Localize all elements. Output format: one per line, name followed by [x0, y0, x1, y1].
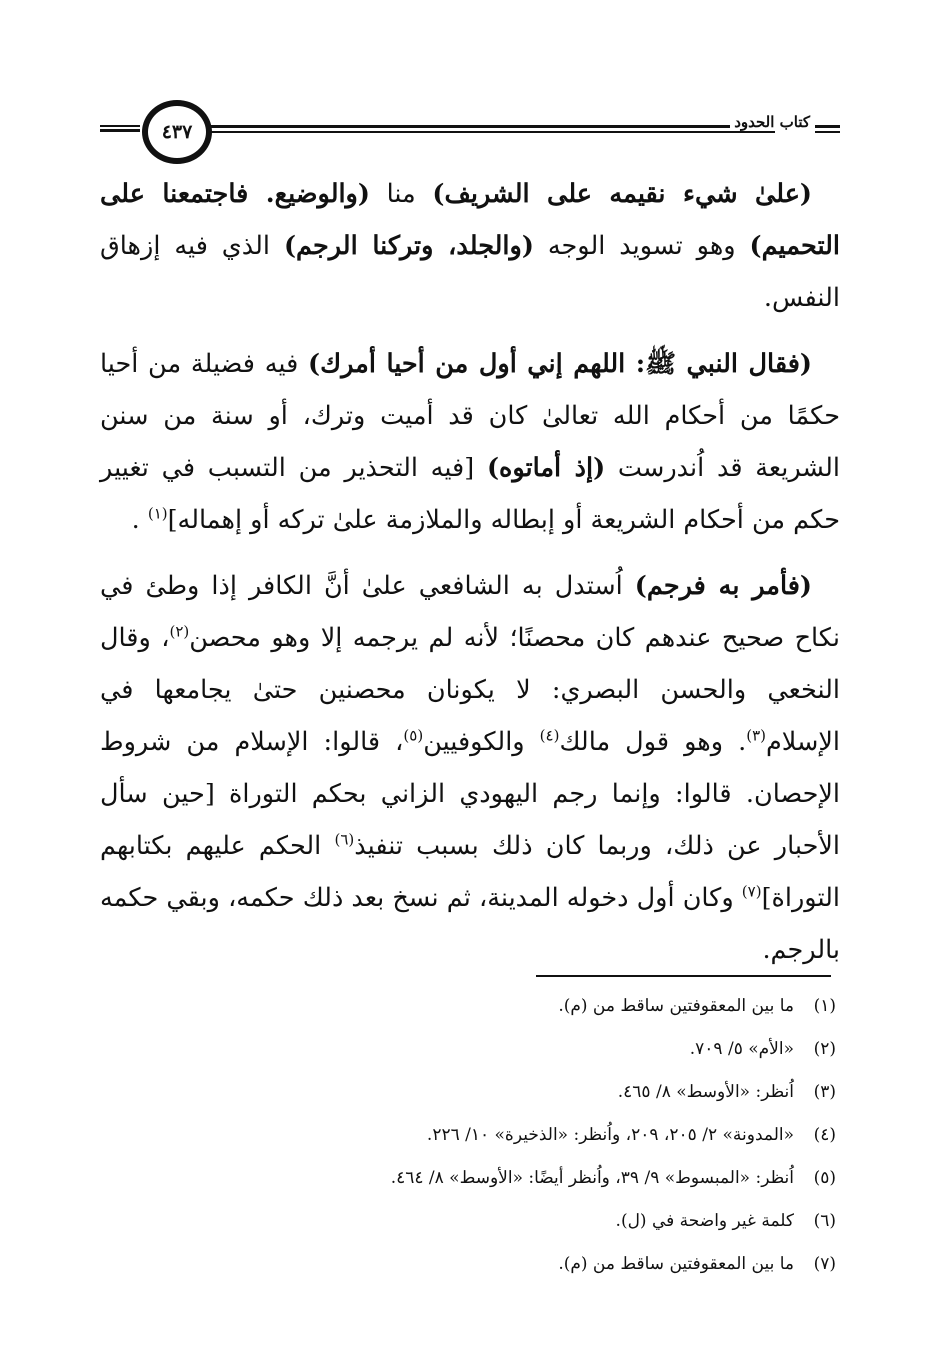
footnote-number: (٣) — [813, 1082, 836, 1102]
footnote-separator — [536, 975, 831, 977]
text-run: والكوفيين — [423, 727, 540, 757]
header-rule — [210, 125, 775, 128]
footnote-ref: (٧) — [741, 882, 762, 901]
footnote — [136, 1157, 836, 1200]
text-run: وهو تسويد الوجه — [533, 231, 750, 261]
text-run: . — [131, 505, 148, 535]
footnote-number: (٤) — [813, 1125, 836, 1145]
footnote-ref: (١) — [147, 504, 168, 523]
footnote-ref: (٤) — [539, 726, 560, 745]
text-run: ، قالوا: الإسلام من شروط الإحصان. قالوا: وإنما رجم اليهودي الزاني بحكم التوراة [حين سأل الأحبار عن ذلك، وربما كان ذلك بسبب تنفيذ — [100, 727, 840, 861]
footnote-text: «المدونة» ٢/ ٢٠٥، ٢٠٩، واُنظر: «الذخيرة» ١٠/ ٢٢٦. — [426, 1125, 794, 1145]
footnote — [136, 985, 836, 1028]
footnote — [136, 1071, 836, 1114]
footnote-text: اُنظر: «المبسوط» ٩/ ٣٩، واُنظر أيضًا: «الأوسط» ٨/ ٤٦٤. — [390, 1168, 794, 1188]
bold-text: (فقال النبي ﷺ: اللهم إني أول من أحيا أمرك) — [308, 349, 812, 379]
bold-text: (علىٰ شيء نقيمه على الشريف) — [432, 179, 812, 209]
footnote-text: ما بين المعقوفتين ساقط من (م). — [558, 996, 794, 1016]
footnotes — [136, 985, 836, 1286]
text-run: الذي فيه إزهاق النفس. — [100, 231, 840, 313]
bold-text: (إذ أماتوه) — [486, 453, 606, 483]
paragraph — [100, 338, 840, 546]
text-run: اُستدل به الشافعي علىٰ أنَّ الكافر إذا وطئ في نكاح صحيح عندهم كان محصنًا؛ لأنه لم يرجمه إلا وهو محصن — [100, 571, 840, 653]
paragraph — [100, 560, 840, 976]
footnote — [136, 1200, 836, 1243]
text-run: [فيه التحذير من التسبب في تغيير حكم من أحكام الشريعة أو إبطاله والملازمة علىٰ تركه أو إهماله] — [100, 453, 840, 535]
bold-text: (والجلد، وتركنا الرجم) — [283, 231, 534, 261]
footnote — [136, 1243, 836, 1286]
page-header — [100, 95, 840, 175]
page-number: ٤٣٧ — [142, 100, 212, 164]
text-run: وكان أول دخوله المدينة، ثم نسخ بعد ذلك حكمه، وبقي حكمه بالرجم. — [100, 883, 840, 965]
footnote — [136, 1114, 836, 1157]
footnote-number: (١) — [813, 996, 836, 1016]
bold-text: (والوضيع. فاجتمعنا على التحميم) — [100, 179, 840, 261]
header-rule-left-thin — [100, 125, 140, 127]
footnote-ref: (٦) — [334, 830, 355, 849]
header-rule-thin — [210, 131, 775, 133]
main-text — [100, 168, 840, 990]
text-run: منا — [369, 179, 433, 209]
footnote-text: اُنظر: «الأوسط» ٨/ ٤٦٥. — [617, 1082, 794, 1102]
text-run: . وهو قول مالك — [559, 727, 747, 757]
text-run: ، وقال النخعي والحسن البصري: لا يكونان محصنين حتىٰ يجامعها في الإسلام — [100, 623, 840, 757]
header-rule-left — [100, 129, 140, 132]
footnote-number: (٦) — [813, 1211, 836, 1231]
footnote-text: «الأم» ٥/ ٧٠٩. — [689, 1039, 794, 1059]
chapter-title: كتاب الحدود — [730, 113, 810, 131]
footnote-number: (٥) — [813, 1168, 836, 1188]
footnote — [136, 1028, 836, 1071]
footnote-number: (٢) — [813, 1039, 836, 1059]
footnote-ref: (٢) — [169, 622, 190, 641]
text-run: فيه فضيلة من أحيا حكمًا من أحكام الله تعالىٰ كان قد أميت وترك، أو سنة من سنن الشريعة قد اُندرست — [100, 349, 841, 483]
header-rule-right — [815, 125, 840, 128]
text-run: الحكم عليهم بكتابهم التوراة] — [100, 831, 840, 913]
footnote-text: ما بين المعقوفتين ساقط من (م). — [558, 1254, 794, 1274]
footnote-text: كلمة غير واضحة في (ل). — [615, 1211, 794, 1231]
footnote-ref: (٥) — [403, 726, 424, 745]
footnote-ref: (٣) — [746, 726, 766, 745]
footnote-number: (٧) — [813, 1254, 836, 1274]
paragraph — [100, 168, 840, 324]
bold-text: (فأمر به فرجم) — [634, 571, 812, 601]
header-rule-right-thin — [815, 131, 840, 133]
